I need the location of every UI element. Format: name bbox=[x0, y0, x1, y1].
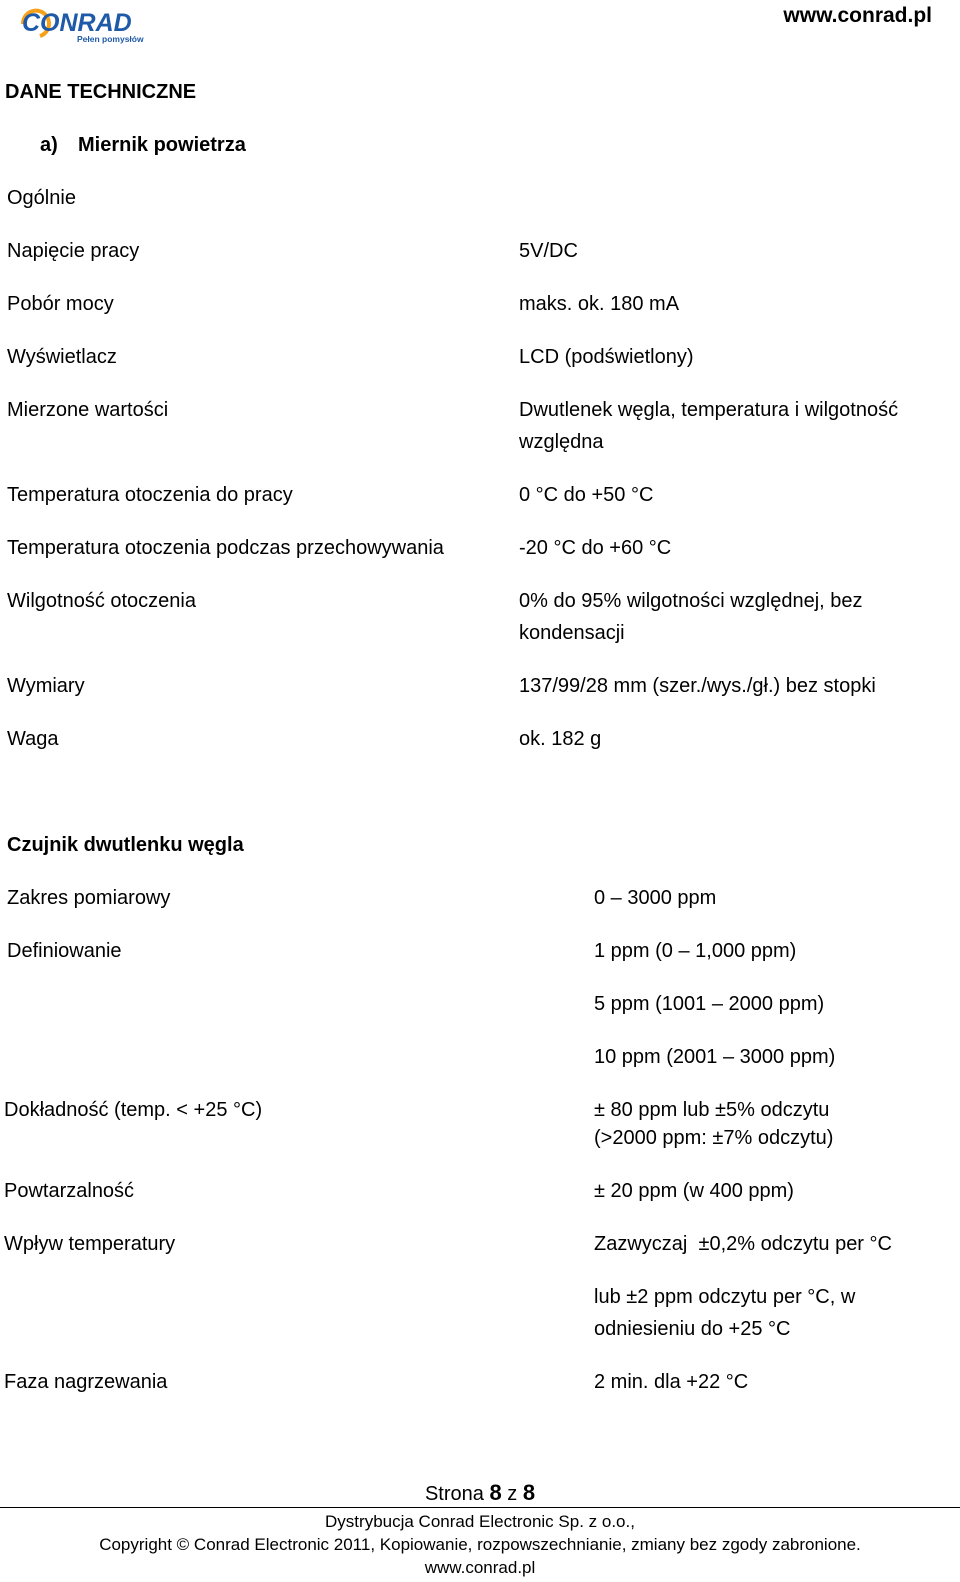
page-number bbox=[0, 1482, 960, 1505]
section-a-marker: a) bbox=[40, 134, 58, 156]
spec-label: Wpływ temperatury bbox=[4, 1233, 176, 1255]
spec-value: 5V/DC bbox=[519, 240, 578, 262]
footer-divider bbox=[0, 1507, 960, 1508]
spec-value: -20 °C do +60 °C bbox=[519, 537, 672, 559]
spec-value: 0 °C do +50 °C bbox=[519, 484, 654, 506]
footer-url[interactable]: www.conrad.pl bbox=[424, 1558, 536, 1577]
spec-label: Wilgotność otoczenia bbox=[7, 590, 196, 612]
logo-slogan: Pełen pomysłów bbox=[77, 34, 144, 44]
page-current: 8 bbox=[489, 1480, 502, 1505]
logo-brand-text: CONRAD bbox=[22, 9, 132, 37]
general-label: Ogólnie bbox=[7, 187, 76, 209]
spec-value: 10 ppm (2001 – 3000 ppm) bbox=[594, 1046, 836, 1068]
spec-label: Faza nagrzewania bbox=[4, 1371, 168, 1393]
spec-value: Zazwyczaj ±0,2% odczytu per °C bbox=[594, 1233, 892, 1255]
spec-value-cont: kondensacji bbox=[519, 622, 625, 644]
spec-label: Pobór mocy bbox=[7, 293, 114, 315]
spec-value-cont: (>2000 ppm: ±7% odczytu) bbox=[594, 1127, 834, 1149]
spec-value: Dwutlenek węgla, temperatura i wilgotność bbox=[519, 399, 899, 421]
footer-copyright: Copyright © Conrad Electronic 2011, Kopiowanie, rozpowszechnianie, zmiany bez zgody zabronione. bbox=[99, 1535, 861, 1554]
spec-value-cont: odniesieniu do +25 °C bbox=[594, 1318, 791, 1340]
spec-value-cont: względna bbox=[519, 431, 604, 453]
page-separator: z bbox=[507, 1483, 518, 1505]
spec-label: Wymiary bbox=[7, 675, 85, 697]
conrad-logo bbox=[20, 4, 144, 44]
spec-value: 137/99/28 mm (szer./wys./gł.) bez stopki bbox=[519, 675, 876, 697]
spec-value: 0 – 3000 ppm bbox=[594, 887, 717, 909]
spec-label: Waga bbox=[7, 728, 59, 750]
spec-label: Napięcie pracy bbox=[7, 240, 140, 262]
spec-label: Powtarzalność bbox=[4, 1180, 135, 1202]
spec-label: Wyświetlacz bbox=[7, 346, 117, 368]
spec-value: ok. 182 g bbox=[519, 728, 602, 750]
spec-value: ± 20 ppm (w 400 ppm) bbox=[594, 1180, 794, 1202]
spec-label: Zakres pomiarowy bbox=[7, 887, 171, 909]
section-b-heading: Czujnik dwutlenku węgla bbox=[7, 834, 244, 856]
spec-label: Temperatura otoczenia podczas przechowywania bbox=[7, 537, 444, 559]
spec-value: ± 80 ppm lub ±5% odczytu bbox=[594, 1099, 830, 1121]
spec-label: Mierzone wartości bbox=[7, 399, 169, 421]
spec-label: Dokładność (temp. < +25 °C) bbox=[4, 1099, 263, 1121]
page-total: 8 bbox=[522, 1480, 536, 1505]
page-prefix: Strona bbox=[424, 1483, 484, 1505]
section-a-heading: Miernik powietrza bbox=[78, 134, 246, 156]
footer-distribution: Dystrybucja Conrad Electronic Sp. z o.o., bbox=[325, 1512, 635, 1531]
header-url[interactable]: www.conrad.pl bbox=[783, 4, 932, 27]
spec-value: maks. ok. 180 mA bbox=[519, 293, 680, 315]
spec-label: Definiowanie bbox=[7, 940, 122, 962]
spec-value: 5 ppm (1001 – 2000 ppm) bbox=[594, 993, 825, 1015]
spec-value: 2 min. dla +22 °C bbox=[594, 1371, 749, 1393]
spec-label: Temperatura otoczenia do pracy bbox=[7, 484, 293, 506]
spec-value: LCD (podświetlony) bbox=[519, 346, 694, 368]
document-title: DANE TECHNICZNE bbox=[5, 81, 197, 103]
spec-value: lub ±2 ppm odczytu per °C, w bbox=[594, 1286, 856, 1308]
spec-value: 1 ppm (0 – 1,000 ppm) bbox=[594, 940, 797, 962]
spec-value: 0% do 95% wilgotności względnej, bez bbox=[519, 590, 863, 612]
